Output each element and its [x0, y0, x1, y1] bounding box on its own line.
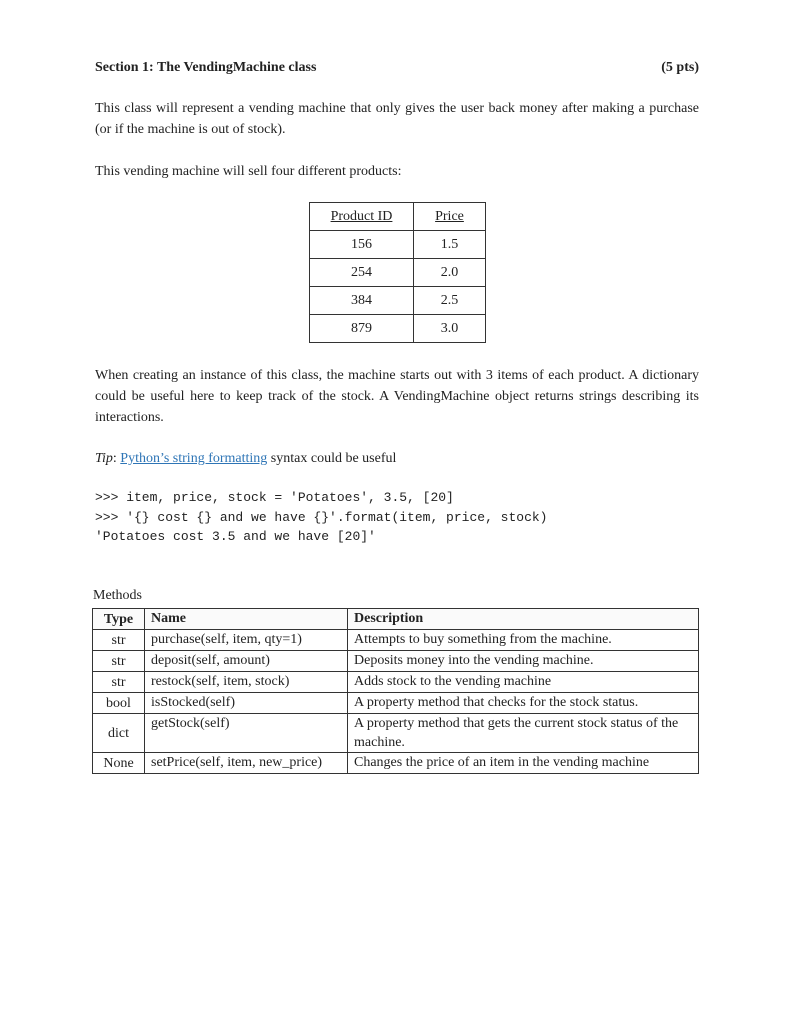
method-description: A property method that gets the current stock status of the machine. [348, 714, 699, 753]
method-description: Attempts to buy something from the machine. [348, 630, 699, 651]
method-type: str [93, 630, 145, 651]
method-type: str [93, 672, 145, 693]
section-points: (5 pts) [661, 60, 699, 75]
method-description: Changes the price of an item in the vending machine [348, 753, 699, 774]
table-row [93, 714, 699, 753]
products-table [309, 202, 486, 343]
tip-line: Tip: Python’s string formatting syntax could be useful [95, 451, 397, 466]
description-header: Description [348, 609, 699, 630]
table-row [93, 753, 699, 774]
table-row [93, 651, 699, 672]
products-table-header-row [310, 203, 486, 231]
product-id-cell: 254 [310, 259, 414, 287]
code-line: >>> item, price, stock = 'Potatoes', 3.5, [20] [95, 490, 454, 505]
method-description: Adds stock to the vending machine [348, 672, 699, 693]
method-type: None [93, 753, 145, 774]
method-name: getStock(self) [145, 714, 348, 753]
code-line: 'Potatoes cost 3.5 and we have [20]' [95, 529, 376, 544]
methods-table-header-row [93, 609, 699, 630]
table-row [93, 672, 699, 693]
price-cell: 3.0 [414, 315, 486, 343]
method-type: str [93, 651, 145, 672]
section-header [95, 60, 699, 76]
method-name: isStocked(self) [145, 693, 348, 714]
tip-suffix: syntax could be useful [270, 451, 397, 466]
code-line: >>> '{} cost {} and we have {}'.format(item, price, stock) [95, 509, 548, 525]
tip-label: Tip [95, 451, 113, 466]
method-description: A property method that checks for the stock status. [348, 693, 699, 714]
table-row [93, 693, 699, 714]
section-title: Section 1: The VendingMachine class [95, 60, 317, 75]
code-example [95, 488, 547, 547]
price-cell: 2.5 [414, 287, 486, 315]
methods-table [92, 608, 699, 774]
string-formatting-link[interactable]: Python’s string formatting [120, 451, 268, 466]
product-id-cell: 384 [310, 287, 414, 315]
table-row [310, 231, 486, 259]
price-header: Price [414, 203, 486, 231]
table-row [93, 630, 699, 651]
price-cell: 1.5 [414, 231, 486, 259]
table-row [310, 287, 486, 315]
table-row [310, 259, 486, 287]
product-id-header: Product ID [310, 203, 414, 231]
table-row [310, 315, 486, 343]
methods-label: Methods [93, 588, 142, 603]
method-name: setPrice(self, item, new_price) [145, 753, 348, 774]
name-header: Name [145, 609, 348, 630]
price-cell: 2.0 [414, 259, 486, 287]
type-header: Type [93, 609, 145, 630]
instance-paragraph: When creating an instance of this class, the machine starts out with 3 items of each product. A dictionary could be useful here to keep track of the stock. A VendingMachine object returns strings describing its interactions. [95, 368, 699, 425]
method-name: restock(self, item, stock) [145, 672, 348, 693]
method-description: Deposits money into the vending machine. [348, 651, 699, 672]
product-id-cell: 156 [310, 231, 414, 259]
method-type: bool [93, 693, 145, 714]
method-type: dict [93, 714, 145, 753]
products-intro-paragraph: This vending machine will sell four different products: [95, 164, 402, 179]
method-name: deposit(self, amount) [145, 651, 348, 672]
product-id-cell: 879 [310, 315, 414, 343]
intro-paragraph: This class will represent a vending machine that only gives the user back money after making a purchase (or if the machine is out of stock). [95, 101, 699, 137]
method-name: purchase(self, item, qty=1) [145, 630, 348, 651]
